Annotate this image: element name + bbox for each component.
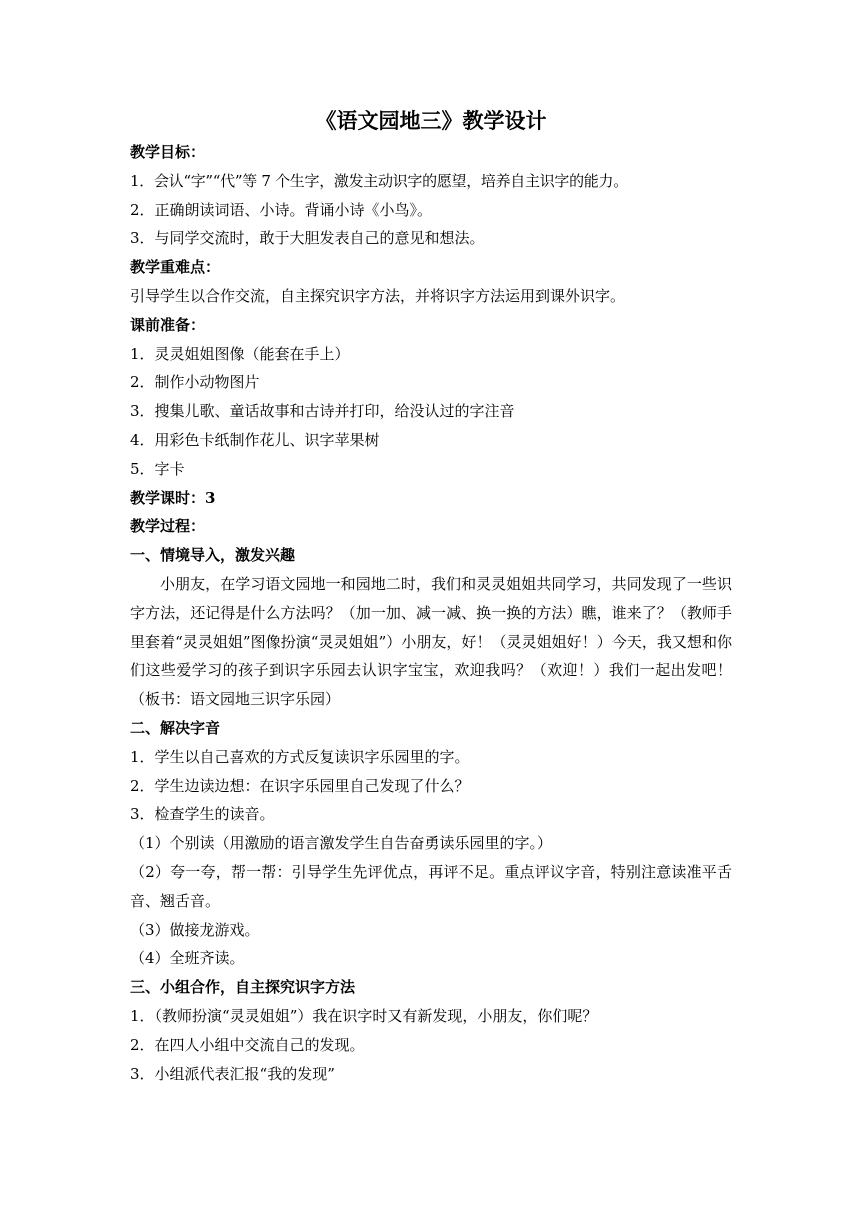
objective-item-3: 3．与同学交流时，敢于大胆发表自己的意见和想法。 — [130, 229, 485, 248]
process-heading: 教学过程： — [130, 517, 206, 536]
section-2-heading: 二、解决字音 — [130, 718, 221, 737]
section-1-heading: 一、情境导入，激发兴趣 — [130, 546, 296, 565]
section-2-item-7: （4）全班齐读。 — [130, 949, 245, 968]
section-2-item-4: （1）个别读（用激励的语言激发学生自告奋勇读乐园里的字。） — [130, 834, 553, 853]
section-3-heading: 三、小组合作，自主探究识字方法 — [130, 978, 356, 997]
section-3-item-1: 1．（教师扮演“灵灵姐姐”）我在识字时又有新发现，小朋友，你们呢？ — [130, 1006, 598, 1025]
section-2-item-2: 2．学生边读边想：在识字乐园里自己发现了什么？ — [130, 776, 470, 795]
section-3-item-3: 3．小组派代表汇报“我的发现” — [130, 1064, 335, 1083]
key-points-heading: 教学重难点： — [130, 258, 221, 277]
preparation-item-5: 5．字卡 — [130, 459, 185, 478]
preparation-item-3: 3．搜集儿歌、童话故事和古诗并打印，给没认过的字注音 — [130, 402, 515, 421]
section-1-paragraph: 小朋友，在学习语文园地一和园地二时，我们和灵灵姐姐共同学习，共同发现了一些识字方法，还记得是什么方法吗？（加一加、减一减、换一换的方法）瞧，谁来了？（教师手里套着“灵灵姐姐”图像扮演“灵灵姐姐”）小朋友，好！（灵灵姐姐好！）今天，我又想和你们这些爱学习的孩子到识字乐园去认识字宝宝，欢迎我吗？（欢迎！）我们一起出发吧！（板书：语文园地三识字乐园） — [130, 574, 732, 709]
objective-item-1: 1．会认“字”“代”等 7 个生字，激发主动识字的愿望，培养自主识字的能力。 — [130, 171, 628, 190]
preparation-item-4: 4．用彩色卡纸制作花儿、识字苹果树 — [130, 430, 380, 449]
document-body — [130, 104, 732, 1088]
objectives-heading: 教学目标： — [130, 143, 206, 161]
section-2-item-3: 3．检查学生的读音。 — [130, 805, 275, 824]
document-title: 《语文园地三》教学设计 — [315, 108, 547, 133]
section-2-item-1: 1．学生以自己喜欢的方式反复读识字乐园里的字。 — [130, 747, 470, 766]
key-points-text: 引导学生以合作交流，自主探究识字方法，并将识字方法运用到课外识字。 — [130, 286, 626, 305]
section-3-item-2: 2．在四人小组中交流自己的发现。 — [130, 1035, 365, 1054]
preparation-item-1: 1．灵灵姐姐图像（能套在手上） — [130, 344, 350, 363]
preparation-heading: 课前准备： — [130, 315, 206, 334]
section-2-item-5: （2）夸一夸，帮一帮：引导学生先评优点，再评不足。重点评议字音，特别注意读准平舌音、翘舌音。 — [130, 862, 732, 910]
teaching-hours: 教学课时：3 — [130, 488, 216, 507]
preparation-item-2: 2．制作小动物图片 — [130, 373, 260, 392]
section-2-item-6: （3）做接龙游戏。 — [130, 920, 260, 939]
objective-item-2: 2．正确朗读词语、小诗。背诵小诗《小鸟》。 — [130, 200, 433, 219]
